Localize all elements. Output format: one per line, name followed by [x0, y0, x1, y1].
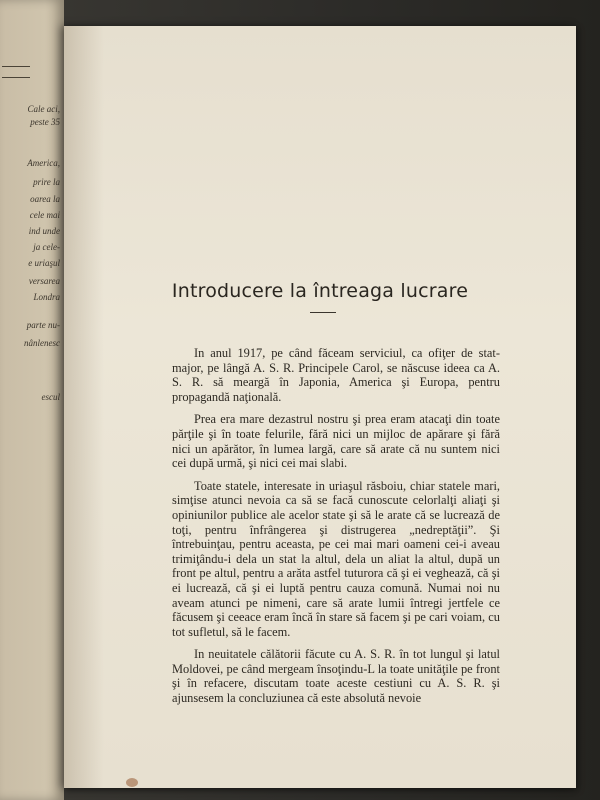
fragment-line: Londra — [33, 292, 60, 302]
fragment-line: peste 35 — [30, 117, 60, 127]
page-title: Introducere la întreaga lucrare — [171, 280, 469, 302]
ornament-border — [2, 66, 30, 78]
book-page — [64, 26, 576, 788]
paragraph: Toate statele, interesate in uriaşul răsboiu, chiar statele mari, simţise atunci nevoia ca să se facă cunoscute celorlalţi aliaţi şi opiniunilor publice ale acelor state şi să le arate că se lucrează de toţi, pentru înfrângerea şi distrugerea „nedreptăţii”. Şi întrebuinţau, pentru aceasta, pe cei mai mari oameni cei-i aveau trimiţându-i dela un stat la altul, dela un aliat la altul, după un front pe altul, pentru a arăta astfel tuturora că şi ei veghează, că şi ei lucrează, că şi ei luptă pentru cauza comună. Numai noi nu aveam atunci pe nimeni, care să arate lumii întregi jertfele ce făcusem şi ceeace eram încă în stare să facem şi pe cari voiam, cu tot sufletul, să le facem. — [172, 478, 500, 639]
fragment-line: prire la — [33, 177, 60, 187]
fragment-line: ind unde — [28, 226, 60, 236]
paragraph: Prea era mare dezastrul nostru şi prea eram atacaţi din toate părţile şi în toate felurile, fără nici un mijloc de apărare şi fără nici un apărător, în lumea largă, care să arate că nu suntem nici cei după urmă, şi nici cei mai slabi. — [172, 412, 500, 471]
fragment-line: oarea la — [30, 194, 60, 204]
fragment-line: escul — [41, 392, 60, 402]
paper-stain — [126, 778, 138, 787]
fragment-line: Cale aci, — [27, 104, 60, 114]
gutter-shadow — [64, 26, 104, 788]
fragment-line: ja cele- — [33, 242, 60, 252]
body-text — [172, 346, 500, 714]
fragment-line: e uriaşul — [28, 258, 60, 268]
fragment-line: parte nu- — [26, 320, 60, 330]
fragment-line: nânlenesc — [24, 338, 60, 348]
title-divider — [310, 312, 336, 313]
fragment-line: America, — [27, 158, 60, 168]
paragraph: In anul 1917, pe când făceam serviciul, ca ofiţer de stat-major, pe lângă A. S. R. Principele Carol, se născuse ideea ca A. S. R. să meargă în Japonia, America şi Europa, pentru propagandă naţională. — [172, 346, 500, 404]
fragment-line: cele mai — [29, 210, 60, 220]
paragraph: In neuitatele călătorii făcute cu A. S. R. în tot lungul şi latul Moldovei, pe când mergeam însoţindu-L la toate unităţile pe front şi în refacere, discutam toate aceste cestiuni cu A. S. R. şi ajunsesem la concluziunea că este absolută nevoie — [172, 647, 500, 706]
fragment-line: versarea — [28, 276, 60, 286]
previous-page-edge — [0, 0, 64, 800]
